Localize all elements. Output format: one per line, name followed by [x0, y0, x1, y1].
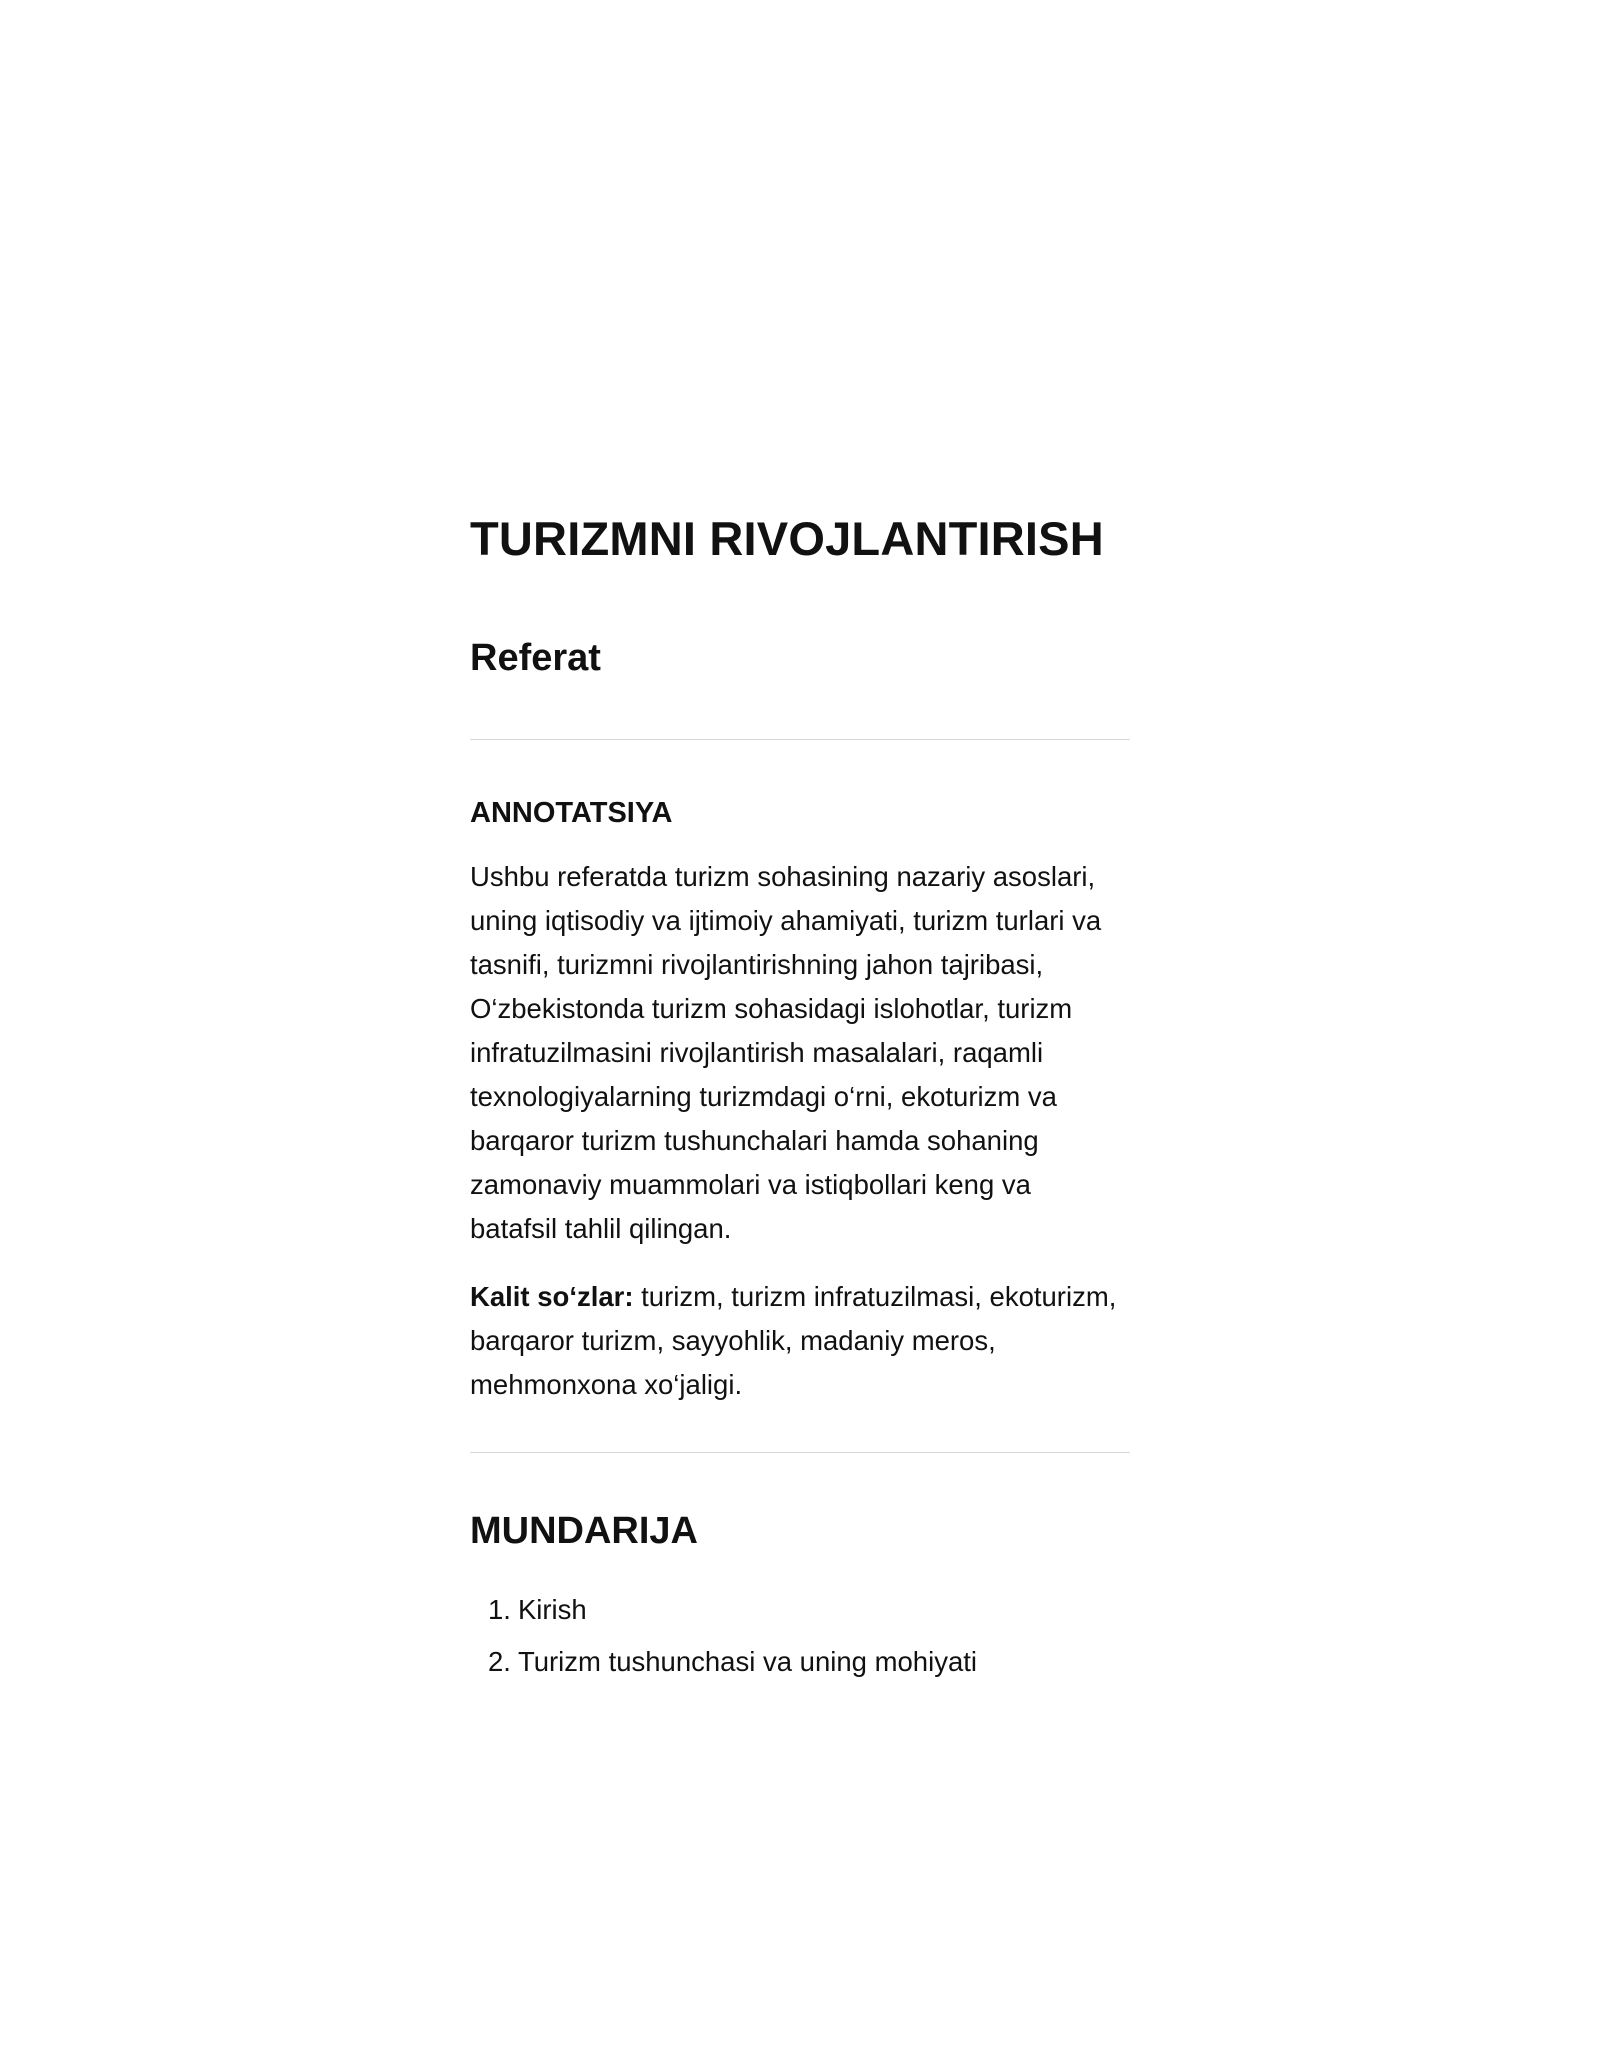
contents-section — [470, 1506, 1130, 1688]
contents-item-label: Kirish — [517, 1594, 587, 1625]
annotation-paragraph: Ushbu referatda turizm sohasining nazariy asoslari, uning iqtisodiy va ijtimoiy ahamiyati, turizm turlari va tasnifi, turizmni rivojlantirishning jahon tajribasi, O‘zbekistonda turizm sohasidagi islohotlar, turizm infratuzilmasini rivojlantirish masalalari, raqamli texnologiyalarning turizmdagi o‘rni, ekoturizm va barqaror turizm tushunchalari hamda sohaning zamonaviy muammolari va istiqbollari keng va batafsil tahlil qilingan. — [470, 861, 1102, 1244]
contents-heading: MUNDARIJA — [470, 1510, 698, 1552]
annotation-section — [470, 793, 1130, 1407]
keywords-line — [470, 1275, 1130, 1407]
document-page — [470, 505, 1130, 1688]
section-divider — [470, 1452, 1130, 1453]
section-divider — [470, 739, 1130, 740]
document-subtitle: Referat — [470, 637, 601, 679]
document-title: TURIZMNI RIVOJLANTIRISH — [470, 512, 1104, 565]
annotation-heading: ANNOTATSIYA — [470, 797, 673, 829]
contents-item-label: Turizm tushunchasi va uning mohiyati — [517, 1646, 977, 1677]
keywords-label: Kalit so‘zlar: — [470, 1281, 634, 1312]
contents-list — [470, 1584, 1130, 1688]
contents-item-number: 2. — [488, 1646, 511, 1677]
contents-item — [488, 1636, 1130, 1688]
contents-item — [488, 1584, 1130, 1636]
contents-item-number: 1. — [488, 1594, 511, 1625]
keywords-text: turizm, turizm infratuzilmasi, ekoturizm, barqaror turizm, sayyohlik, madaniy meros, mehmonxona xo‘jaligi. — [470, 1281, 1117, 1400]
